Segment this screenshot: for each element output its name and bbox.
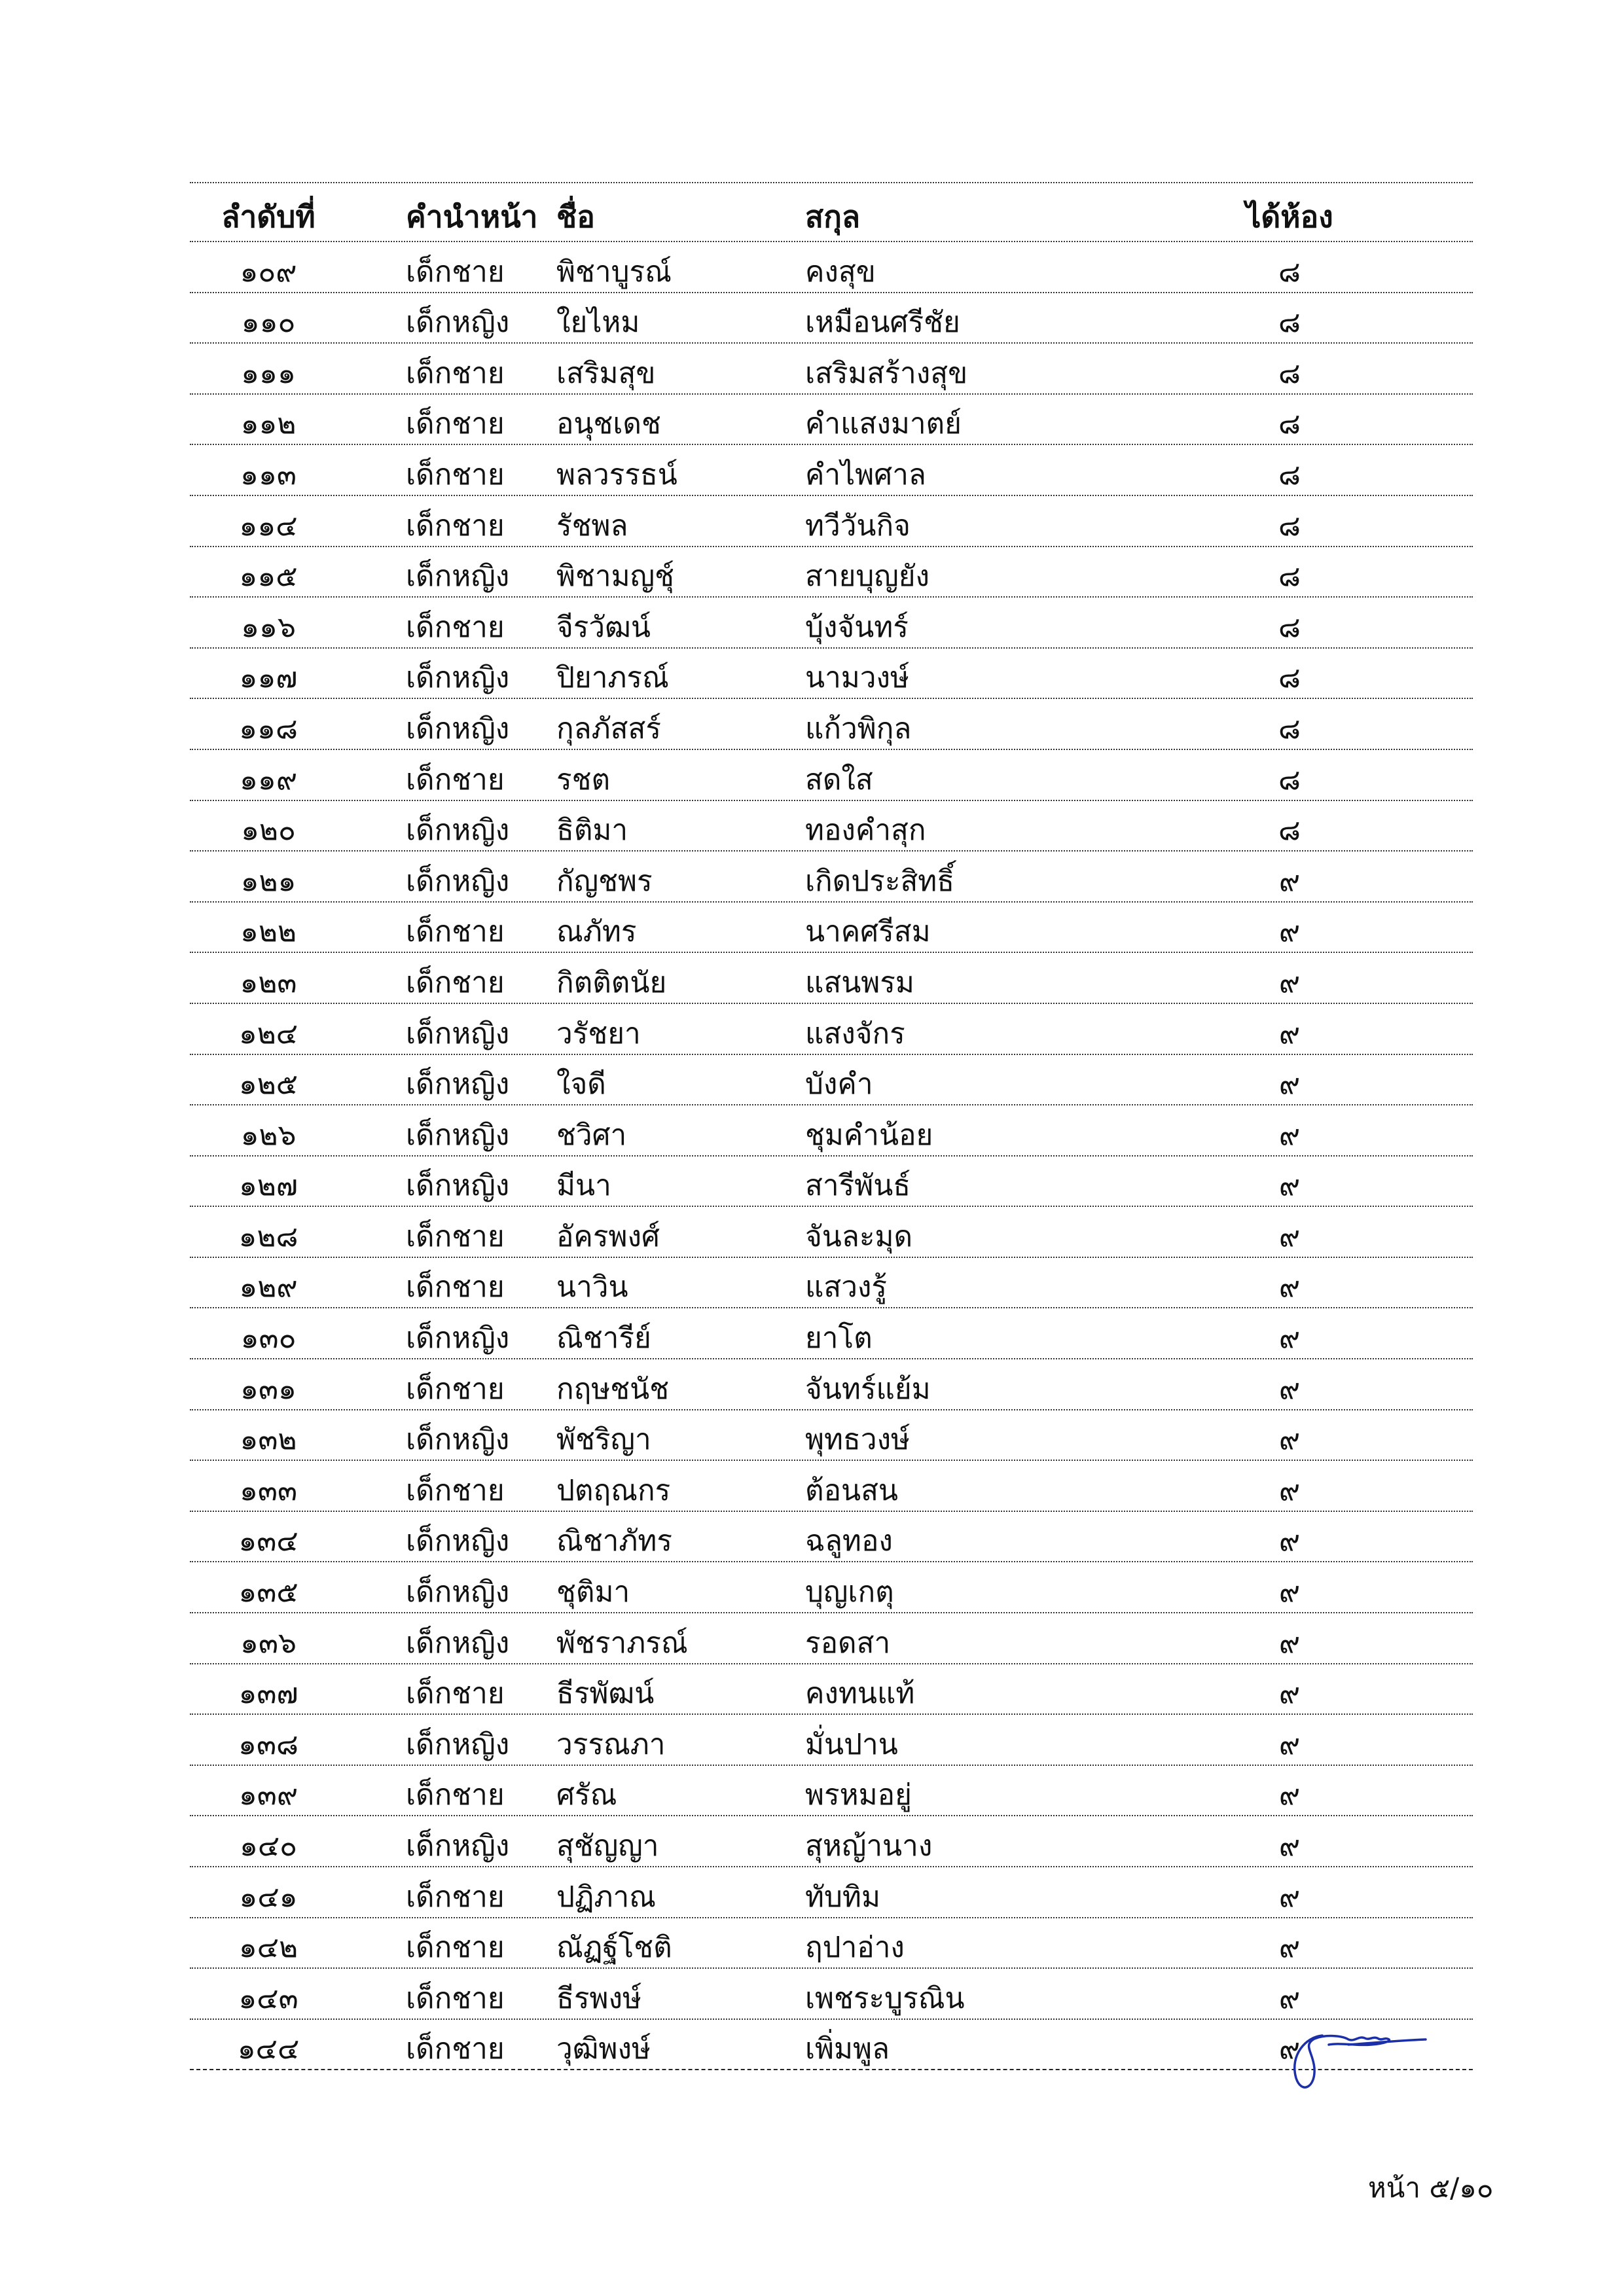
row-number: ๑๑๕ [239,560,298,594]
row-title: เด็กหญิง [406,1169,510,1203]
row-room: ๙ [1278,1524,1301,1558]
row-number: ๑๓๐ [240,1321,297,1355]
row-number: ๑๔๓ [238,1981,298,2015]
row-room: ๙ [1278,1423,1301,1457]
row-name: ปิยาภรณ์ [556,661,669,695]
table-row [190,1867,1473,1918]
table-header [190,182,1473,242]
row-number: ๑๒๙ [239,1270,298,1304]
table-row [190,445,1473,496]
row-title: เด็กชาย [406,255,505,289]
row-number: ๑๒๓ [240,965,297,999]
table-row [190,1512,1473,1563]
row-name: ปฏิภาณ [556,1880,657,1914]
row-name: ศรัณ [556,1778,617,1812]
row-number: ๑๑๑ [241,356,296,390]
row-number: ๑๓๘ [238,1727,298,1761]
row-title: เด็กชาย [406,457,505,492]
signature-mark [1276,2016,1427,2101]
row-name: กฤษชนัช [556,1372,670,1406]
row-title: เด็กชาย [406,1473,505,1507]
row-name: ณภัทร [556,915,637,949]
row-room: ๙ [1278,1880,1301,1914]
row-surname: ยาโต [805,1321,873,1355]
table-row [190,547,1473,598]
row-room: ๘ [1278,711,1301,745]
row-surname: ทับทิม [805,1880,880,1914]
row-room: ๘ [1278,457,1301,492]
row-room: ๘ [1278,306,1301,340]
row-title: เด็กหญิง [406,1423,510,1457]
row-title: เด็กชาย [406,1778,505,1812]
row-number: ๑๒๘ [238,1219,298,1253]
row-room: ๘ [1278,661,1301,695]
row-room: ๘ [1278,762,1301,797]
row-title: เด็กชาย [406,1372,505,1406]
row-room: ๙ [1278,1118,1301,1152]
table-row [190,1157,1473,1208]
table-row [190,801,1473,852]
row-room: ๘ [1278,814,1301,848]
table-row [190,953,1473,1004]
row-surname: เพิ่มพูล [805,2032,890,2066]
row-surname: สุหญ้านาง [805,1829,933,1863]
table-row [190,1715,1473,1766]
row-title: เด็กชาย [406,407,505,441]
row-room: ๘ [1278,255,1301,289]
row-surname: พุทธวงษ์ [805,1423,911,1457]
row-title: เด็กชาย [406,1931,505,1965]
row-number: ๑๒๕ [238,1067,298,1102]
row-title: เด็กหญิง [406,306,510,340]
row-name: ธีรพัฒน์ [556,1677,655,1711]
row-surname: คงทนแท้ [805,1677,915,1711]
row-name: ณิชาภัทร [556,1524,673,1558]
row-room: ๘ [1278,407,1301,441]
row-room: ๙ [1278,1016,1301,1050]
row-room: ๙ [1278,1829,1301,1863]
row-surname: ทวีวันกิจ [805,509,911,543]
row-number: ๑๓๑ [240,1372,297,1406]
row-room: ๙ [1278,915,1301,949]
row-title: เด็กหญิง [406,1067,510,1102]
row-number: ๑๓๙ [238,1778,298,1812]
row-number: ๑๒๖ [240,1118,297,1152]
row-name: ธีรพงษ์ [556,1981,641,2015]
row-surname: แก้วพิกุล [805,711,912,745]
row-surname: จันละมุด [805,1219,913,1253]
row-name: พิชามญชุ์ [556,560,674,594]
student-room-table [190,182,1473,2070]
row-number: ๑๓๓ [239,1473,298,1507]
row-surname: นามวงษ์ [805,661,909,695]
row-number: ๑๒๐ [241,814,296,848]
row-surname: รอดสา [805,1626,891,1660]
row-number: ๑๒๒ [240,915,297,949]
row-name: ณิชารีย์ [556,1321,651,1355]
row-surname: เสริมสร้างสุข [805,356,968,390]
row-name: ใยไหม [556,306,640,340]
table-row [190,1004,1473,1055]
row-room: ๙ [1278,1727,1301,1761]
row-room: ๙ [1278,1981,1301,2015]
row-title: เด็กชาย [406,965,505,999]
page-number: หน้า ๕/๑๐ [1368,2172,1494,2204]
row-title: เด็กชาย [406,1981,505,2015]
row-title: เด็กชาย [406,610,505,644]
table-row [190,395,1473,446]
row-title: เด็กหญิง [406,1626,510,1660]
row-title: เด็กหญิง [406,1016,510,1050]
row-room: ๙ [1278,1931,1301,1965]
row-title: เด็กชาย [406,509,505,543]
row-number: ๑๔๐ [239,1829,298,1863]
table-row [190,496,1473,547]
table-row [190,1816,1473,1867]
row-surname: ชุมคำน้อย [805,1118,933,1152]
row-name: นาวิน [556,1270,628,1304]
table-row [190,750,1473,801]
row-room: ๘ [1278,560,1301,594]
row-room: ๙ [1278,1575,1301,1609]
table-row [190,1562,1473,1613]
row-surname: บุ้งจันทร์ [805,610,909,644]
row-surname: เพชระบูรณิน [805,1981,965,2015]
table-row [190,1207,1473,1258]
row-surname: คำแสงมาตย์ [805,407,962,441]
row-name: ณัฏฐ์โชติ [556,1931,672,1965]
row-name: กุลภัสสร์ [556,711,661,745]
row-surname: สารีพันธ์ [805,1169,911,1203]
table-row [190,1969,1473,2020]
row-title: เด็กชาย [406,762,505,797]
table-row [190,1308,1473,1359]
row-title: เด็กชาย [406,1880,505,1914]
row-title: เด็กหญิง [406,1575,510,1609]
row-surname: คงสุข [805,255,876,289]
row-surname: ฤปาอ่าง [805,1931,905,1965]
row-room: ๙ [1278,864,1301,898]
row-number: ๑๑๔ [239,509,298,543]
row-room: ๙ [1278,1372,1301,1406]
row-number: ๑๑๒ [240,407,297,441]
row-room: ๙ [1278,1169,1301,1203]
row-number: ๑๓๗ [238,1677,298,1711]
row-room: ๙ [1278,1473,1301,1507]
table-row [190,649,1473,700]
table-row [190,1055,1473,1106]
header-title: คำนำหน้า [406,199,538,234]
row-room: ๙ [1278,2032,1301,2066]
table-row [190,598,1473,649]
table-row [190,344,1473,395]
table-row [190,1918,1473,1969]
row-title: เด็กหญิง [406,864,510,898]
row-name: วรรณภา [556,1727,666,1761]
table-row [190,852,1473,903]
row-room: ๙ [1278,965,1301,999]
row-name: วรัชยา [556,1016,641,1050]
row-name: รัชพล [556,509,628,543]
row-number: ๑๒๑ [240,864,297,898]
row-surname: แสงจักร [805,1016,905,1050]
row-title: เด็กชาย [406,915,505,949]
row-name: มีนา [556,1169,611,1203]
row-name: ชุติมา [556,1575,630,1609]
row-name: พัชราภรณ์ [556,1626,688,1660]
table-row [190,699,1473,750]
row-name: กิตติตนัย [556,965,667,999]
row-name: ปตฤณกร [556,1473,671,1507]
row-room: ๙ [1278,1067,1301,1102]
row-name: ชวิศา [556,1118,627,1152]
row-title: เด็กหญิง [406,1321,510,1355]
row-name: อัครพงศ์ [556,1219,660,1253]
row-surname: จันทร์แย้ม [805,1372,931,1406]
row-surname: เหมือนศรีชัย [805,306,960,340]
row-number: ๑๑๙ [239,762,298,797]
row-surname: เกิดประสิทธิ์ [805,864,955,898]
table-row [190,1613,1473,1664]
header-name: ชื่อ [556,199,595,234]
table-row [190,1410,1473,1462]
row-surname: แสวงรู้ [805,1270,888,1304]
row-number: ๑๑๘ [239,711,298,745]
table-row [190,1105,1473,1157]
row-room: ๙ [1278,1677,1301,1711]
row-number: ๑๔๒ [238,1931,298,1965]
row-title: เด็กหญิง [406,661,510,695]
row-title: เด็กชาย [406,1219,505,1253]
row-number: ๑๑๖ [241,610,296,644]
row-room: ๙ [1278,1219,1301,1253]
row-name: รชต [556,762,611,797]
row-title: เด็กหญิง [406,814,510,848]
table-row [190,242,1473,293]
row-surname: ทองคำสุก [805,814,926,848]
row-room: ๘ [1278,509,1301,543]
row-number: ๑๓๕ [238,1575,298,1609]
row-surname: บังคำ [805,1067,873,1102]
row-surname: แสนพรม [805,965,914,999]
row-title: เด็กหญิง [406,1727,510,1761]
row-title: เด็กหญิง [406,1829,510,1863]
row-number: ๑๒๔ [238,1016,298,1050]
header-room: ได้ห้อง [1246,199,1333,234]
row-room: ๙ [1278,1626,1301,1660]
table-row [190,293,1473,344]
row-name: วุฒิพงษ์ [556,2032,651,2066]
row-number: ๑๑๐ [241,306,296,340]
row-number: ๑๔๔ [237,2032,300,2066]
row-number: ๑๑๓ [240,457,297,492]
table-row [190,1258,1473,1309]
row-room: ๙ [1278,1321,1301,1355]
row-number: ๑๐๙ [240,255,297,289]
row-title: เด็กชาย [406,1270,505,1304]
table-row [190,1359,1473,1410]
row-surname: ต้อนสน [805,1473,899,1507]
row-name: พิชาบูรณ์ [556,255,672,289]
row-title: เด็กหญิง [406,560,510,594]
row-number: ๑๓๒ [240,1423,297,1457]
row-room: ๙ [1278,1270,1301,1304]
row-name: สุชัญญา [556,1829,659,1863]
row-name: ใจดี [556,1067,606,1102]
row-title: เด็กชาย [406,356,505,390]
row-title: เด็กหญิง [406,1524,510,1558]
row-name: จีรวัฒน์ [556,610,651,644]
row-room: ๘ [1278,356,1301,390]
row-surname: ฉลูทอง [805,1524,893,1558]
row-surname: นาคศรีสม [805,915,931,949]
table-row [190,1664,1473,1715]
row-number: ๑๒๗ [238,1169,298,1203]
row-surname: คำไพศาล [805,457,926,492]
row-surname: สดใส [805,762,873,797]
table-body [190,242,1473,2070]
row-number: ๑๑๗ [239,661,298,695]
header-surname: สกุล [805,199,861,234]
row-number: ๑๔๑ [239,1880,298,1914]
row-title: เด็กหญิง [406,1118,510,1152]
table-row [190,903,1473,954]
row-surname: พรหมอยู่ [805,1778,912,1812]
table-row [190,1766,1473,1817]
row-name: พลวรรธน์ [556,457,677,492]
row-name: เสริมสุข [556,356,656,390]
row-room: ๘ [1278,610,1301,644]
row-title: เด็กชาย [406,2032,505,2066]
row-surname: บุญเกตุ [805,1575,894,1609]
row-number: ๑๓๔ [238,1524,298,1558]
row-room: ๙ [1278,1778,1301,1812]
header-no: ลำดับที่ [221,199,316,234]
row-name: ธิติมา [556,814,628,848]
row-title: เด็กชาย [406,1677,505,1711]
row-number: ๑๓๖ [240,1626,297,1660]
row-surname: สายบุญยัง [805,560,930,594]
row-name: อนุชเดช [556,407,661,441]
row-name: กัญชพร [556,864,653,898]
table-row [190,1461,1473,1512]
row-surname: มั่นปาน [805,1727,898,1761]
row-name: พัชริญา [556,1423,651,1457]
row-title: เด็กหญิง [406,711,510,745]
